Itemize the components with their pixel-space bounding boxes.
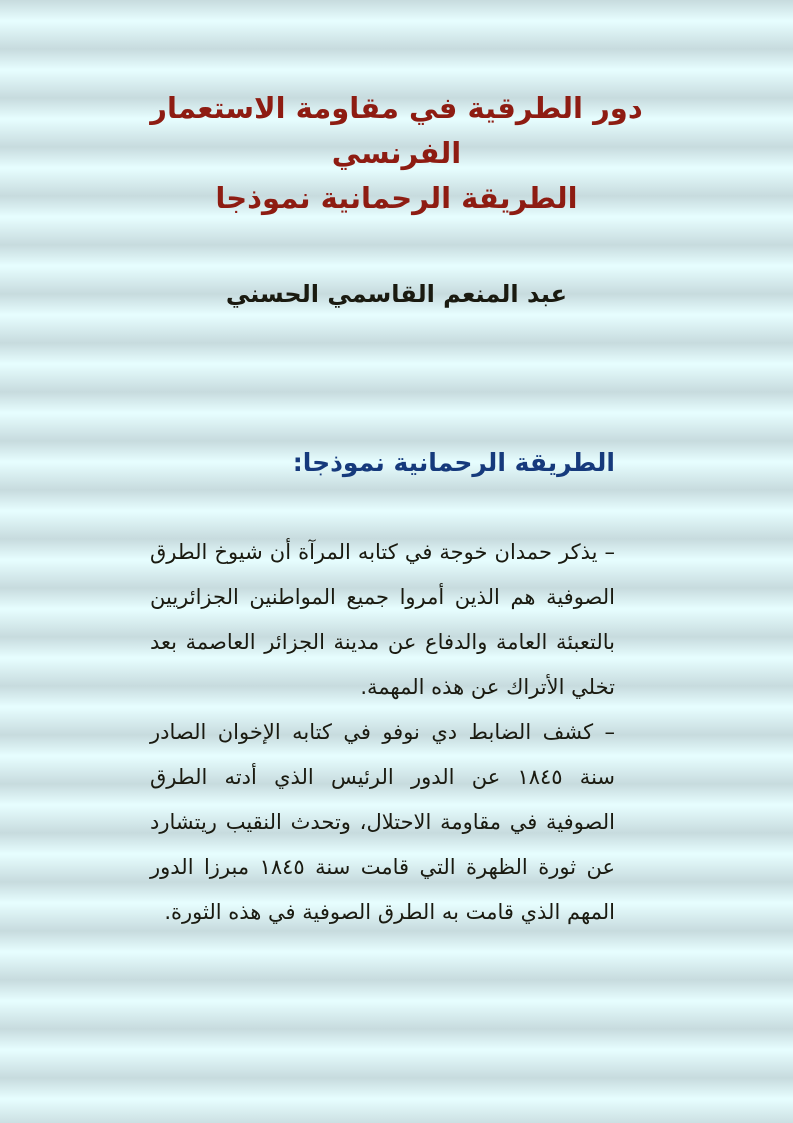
author-name: عبد المنعم القاسمي الحسني <box>225 280 568 308</box>
title-line-1: دور الطرقية في مقاومة الاستعمار <box>150 91 643 125</box>
section-heading: الطريقة الرحمانية نموذجا: <box>292 448 615 477</box>
body-text <box>150 530 615 935</box>
title-line-2: الفرنسي <box>331 136 462 170</box>
body-paragraph-1: – يذكر حمدان خوجة في كتابه المرآة أن شيوخ الطرق الصوفية هم الذين أمروا جميع المواطنين الجزائريين بالتعبئة العامة والدفاع عن مدينة الجزائر العاصمة بعد تخلي الأتراك عن هذه المهمة. <box>150 540 615 699</box>
document-title <box>0 86 793 221</box>
title-line-3: الطريقة الرحمانية نموذجا <box>215 181 578 215</box>
body-paragraph-2: – كشف الضابط دي نوفو في كتابه الإخوان الصادر سنة ١٨٤٥ عن الدور الرئيس الذي أدته الطرق الصوفية في مقاومة الاحتلال، وتحدث النقيب ريتشارد عن ثورة الظهرة التي قامت سنة ١٨٤٥ مبرزا الدور المهم الذي قامت به الطرق الصوفية في هذه الثورة. <box>150 720 616 924</box>
